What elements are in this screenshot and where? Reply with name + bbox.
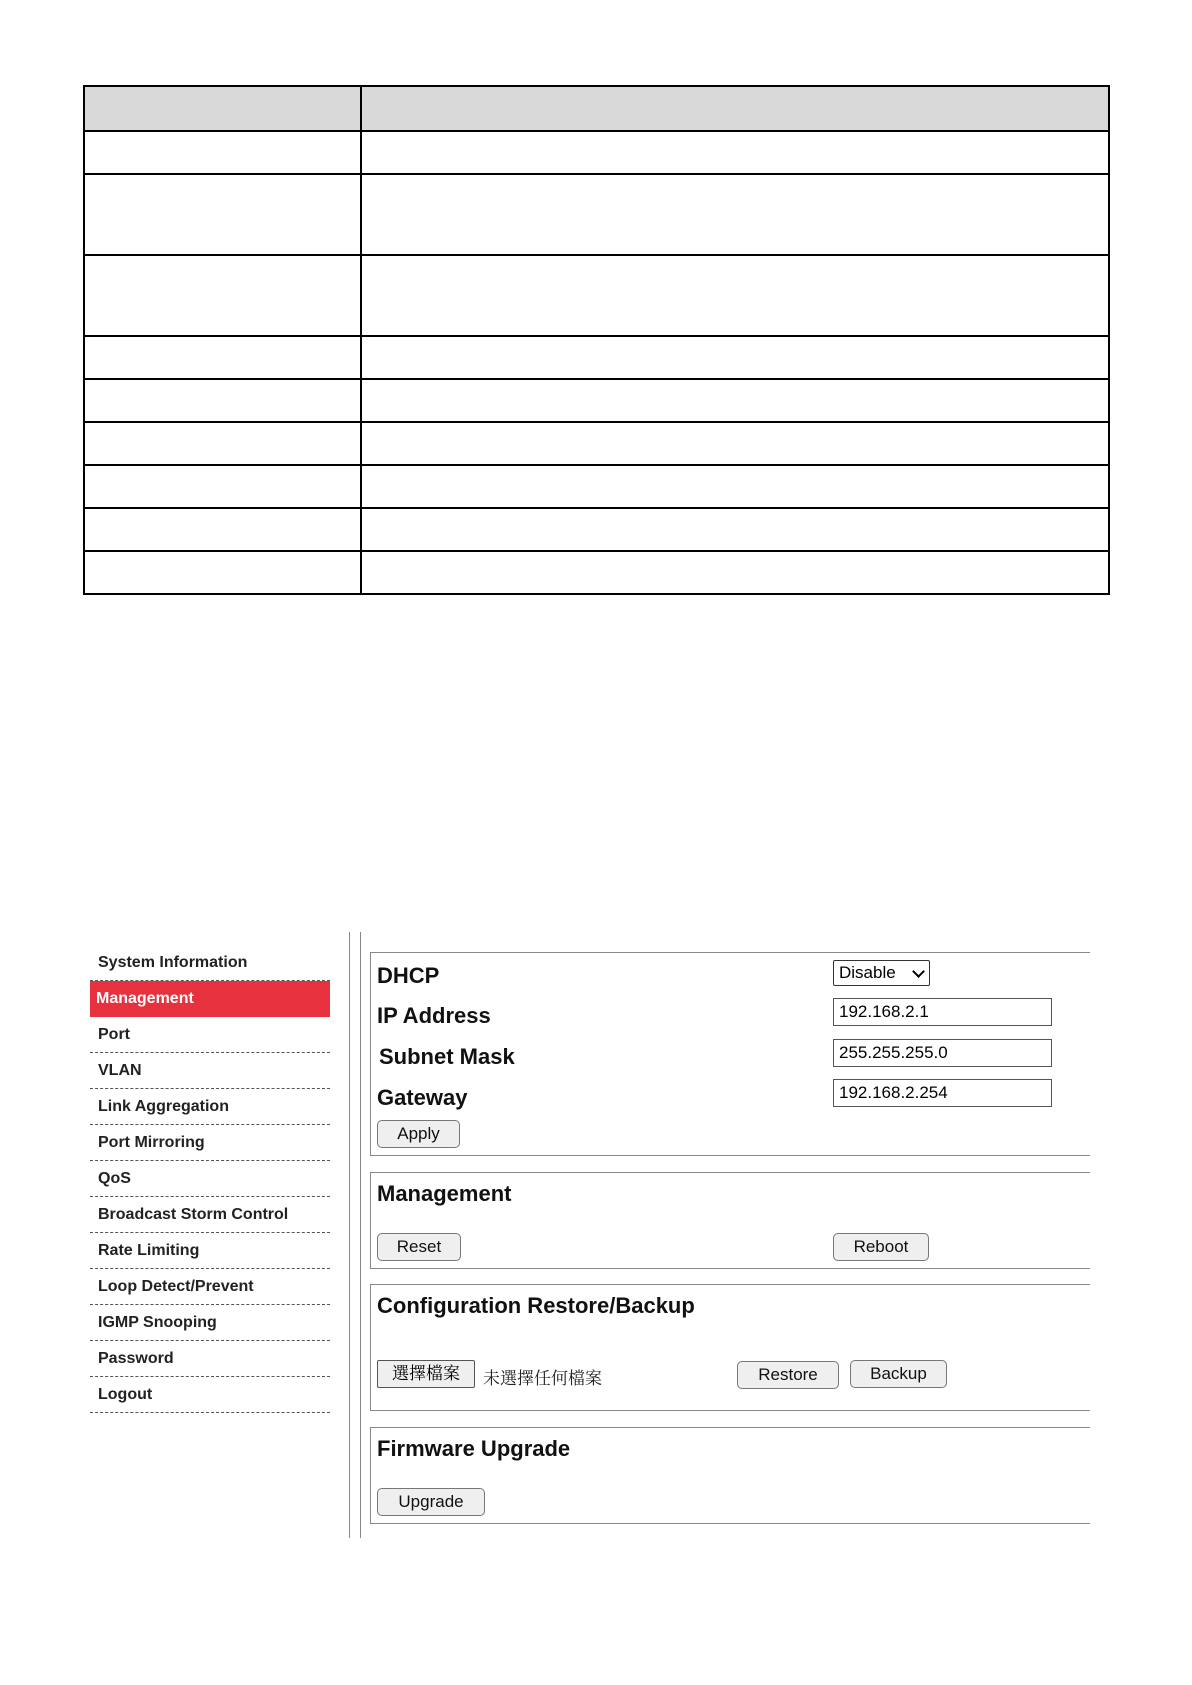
sidebar-item-port[interactable]: Port xyxy=(90,1017,330,1053)
frame-divider xyxy=(349,932,350,1538)
choose-file-button[interactable]: 選擇檔案 xyxy=(377,1360,475,1388)
config-restore-backup-panel xyxy=(370,1284,1090,1411)
subnet-mask-label: Subnet Mask xyxy=(379,1044,515,1069)
parameter-table xyxy=(83,85,1110,595)
ip-address-input[interactable] xyxy=(833,998,1052,1026)
table-cell xyxy=(361,131,1109,174)
table-cell xyxy=(84,336,361,379)
backup-button[interactable]: Backup xyxy=(850,1360,947,1388)
table-cell xyxy=(361,379,1109,422)
table-header-cell xyxy=(361,86,1109,131)
subnet-mask-input[interactable] xyxy=(833,1039,1052,1067)
table-row xyxy=(84,336,1109,379)
reboot-button[interactable]: Reboot xyxy=(833,1233,929,1261)
apply-button[interactable]: Apply xyxy=(377,1120,460,1148)
sidebar-item-broadcast-storm-control[interactable]: Broadcast Storm Control xyxy=(90,1197,330,1233)
table-header-cell xyxy=(84,86,361,131)
sidebar-item-vlan[interactable]: VLAN xyxy=(90,1053,330,1089)
gateway-input[interactable] xyxy=(833,1079,1052,1107)
table-row xyxy=(84,551,1109,594)
sidebar-item-qos[interactable]: QoS xyxy=(90,1161,330,1197)
upgrade-button[interactable]: Upgrade xyxy=(377,1488,485,1516)
table-cell xyxy=(84,508,361,551)
firmware-title: Firmware Upgrade xyxy=(377,1436,571,1461)
table-cell xyxy=(361,422,1109,465)
management-title: Management xyxy=(377,1181,512,1206)
config-title: Configuration Restore/Backup xyxy=(377,1293,695,1318)
reset-button[interactable]: Reset xyxy=(377,1233,461,1261)
table-row xyxy=(84,131,1109,174)
table-row xyxy=(84,422,1109,465)
table-cell xyxy=(361,551,1109,594)
table-cell xyxy=(84,551,361,594)
chevron-down-icon xyxy=(912,965,925,978)
sidebar-item-igmp-snooping[interactable]: IGMP Snooping xyxy=(90,1305,330,1341)
table-cell xyxy=(84,379,361,422)
sidebar-nav xyxy=(90,945,330,1413)
table-cell xyxy=(84,131,361,174)
network-settings-panel xyxy=(370,952,1090,1156)
table-row xyxy=(84,508,1109,551)
sidebar-item-port-mirroring[interactable]: Port Mirroring xyxy=(90,1125,330,1161)
sidebar-item-link-aggregation[interactable]: Link Aggregation xyxy=(90,1089,330,1125)
gateway-label: Gateway xyxy=(377,1085,468,1110)
dhcp-select-value: Disable xyxy=(839,963,896,982)
table-cell xyxy=(84,174,361,255)
table-cell xyxy=(361,174,1109,255)
firmware-upgrade-panel xyxy=(370,1427,1090,1524)
sidebar-item-logout[interactable]: Logout xyxy=(90,1377,330,1413)
table-row xyxy=(84,379,1109,422)
table-cell xyxy=(361,336,1109,379)
table-cell xyxy=(361,465,1109,508)
table-cell xyxy=(361,255,1109,336)
management-panel xyxy=(370,1172,1090,1269)
sidebar-item-management[interactable]: Management xyxy=(90,981,330,1017)
file-status-text: 未選擇任何檔案 xyxy=(483,1369,602,1389)
dhcp-label: DHCP xyxy=(377,963,440,988)
restore-button[interactable]: Restore xyxy=(737,1361,839,1389)
table-cell xyxy=(84,255,361,336)
table-row xyxy=(84,174,1109,255)
table-row xyxy=(84,465,1109,508)
frame-divider xyxy=(360,932,361,1538)
sidebar-item-loop-detect-prevent[interactable]: Loop Detect/Prevent xyxy=(90,1269,330,1305)
sidebar-item-system-information[interactable]: System Information xyxy=(90,945,330,981)
ip-address-label: IP Address xyxy=(377,1003,491,1028)
sidebar-item-password[interactable]: Password xyxy=(90,1341,330,1377)
table-row xyxy=(84,255,1109,336)
sidebar-item-rate-limiting[interactable]: Rate Limiting xyxy=(90,1233,330,1269)
table-cell xyxy=(84,422,361,465)
table-cell xyxy=(84,465,361,508)
table-header-row xyxy=(84,86,1109,131)
dhcp-select[interactable] xyxy=(833,960,930,986)
table-cell xyxy=(361,508,1109,551)
